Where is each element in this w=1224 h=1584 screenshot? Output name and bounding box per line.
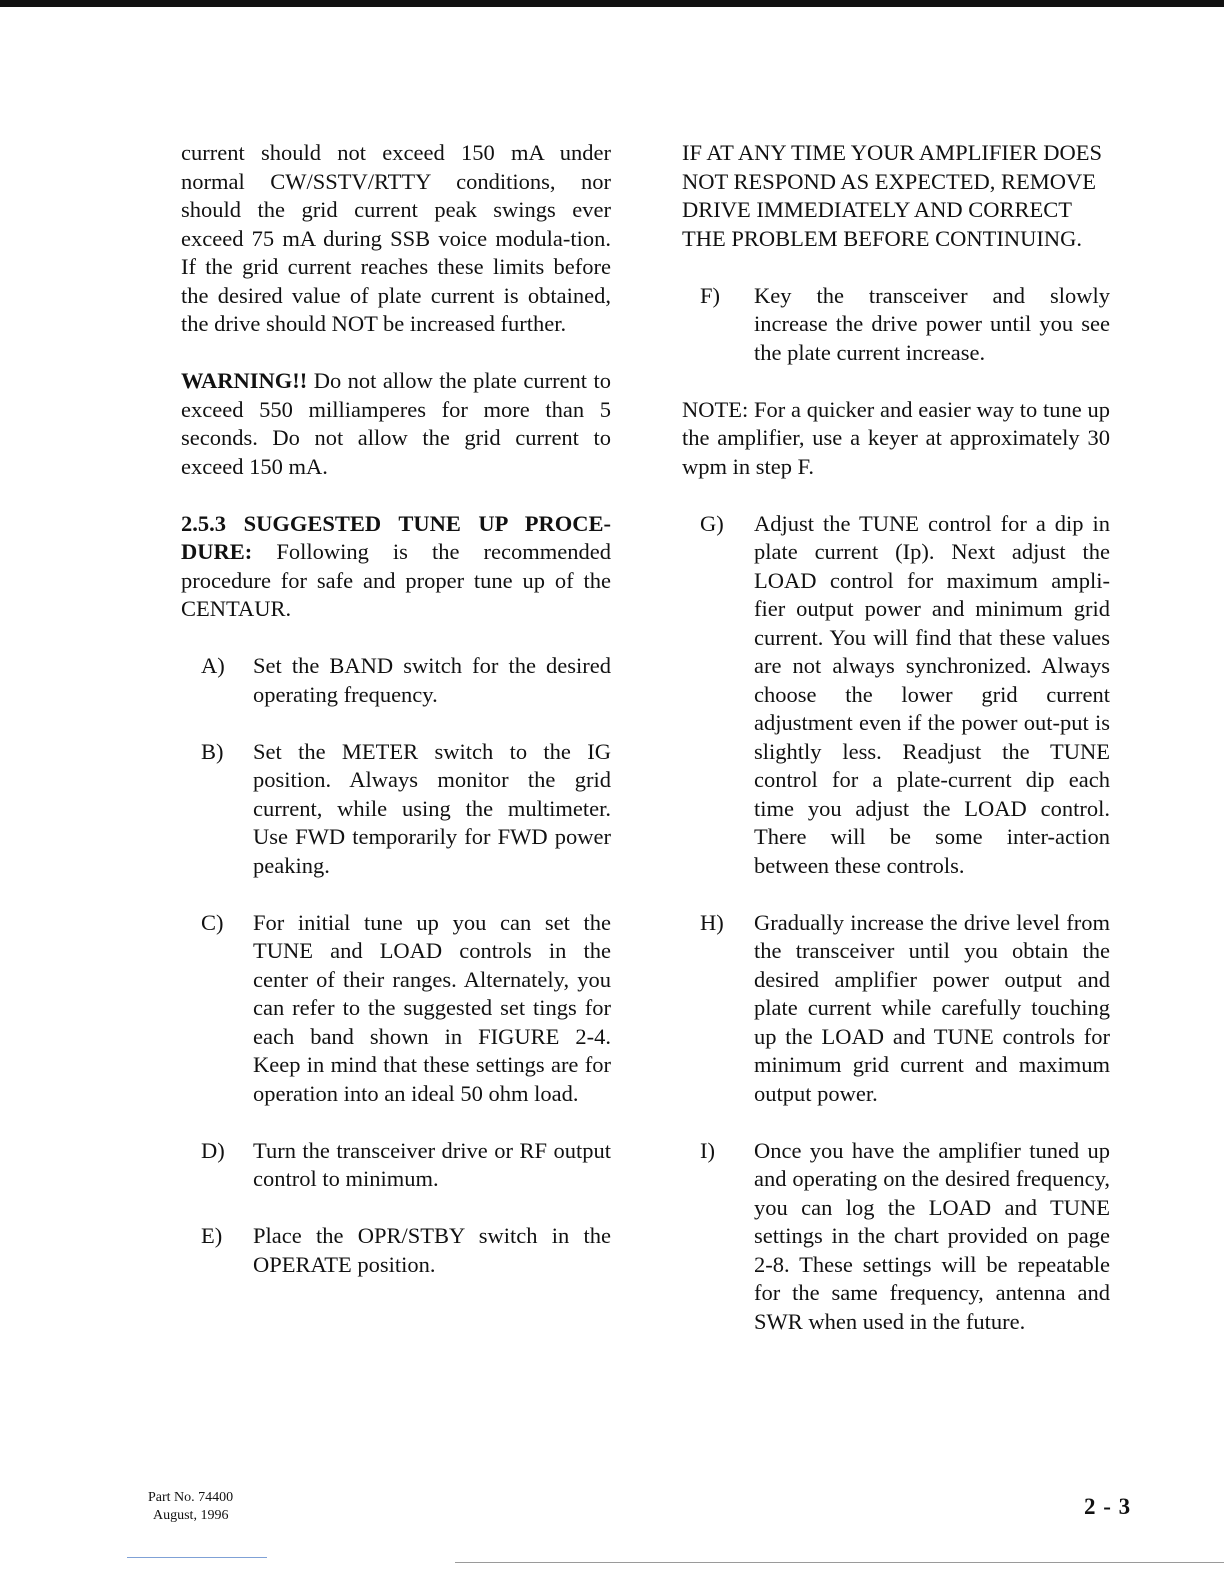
right-column bbox=[682, 139, 1110, 1365]
step-f bbox=[682, 282, 1110, 368]
step-label: D) bbox=[201, 1137, 225, 1163]
step-g bbox=[682, 510, 1110, 881]
step-label: C) bbox=[201, 909, 224, 935]
step-i bbox=[682, 1137, 1110, 1337]
step-e bbox=[181, 1222, 611, 1279]
warning-text: Do not allow the plate current to exceed 550 milliamperes for more than 5 seconds. Do not allow the grid current to exceed 150 mA. bbox=[181, 368, 611, 479]
warning-paragraph bbox=[181, 367, 611, 481]
section-paragraph bbox=[181, 510, 611, 624]
step-label: I) bbox=[700, 1137, 715, 1163]
page-number: 2 - 3 bbox=[1084, 1494, 1132, 1519]
step-text: For initial tune up you can set the TUNE and LOAD controls in the center of their ranges. Alternately, you can refer to the suggested set tings for each band shown in FIGURE 2-4. Keep in mind that these settings are for operation into an ideal 50 ohm load. bbox=[253, 909, 611, 1106]
step-text: Once you have the amplifier tuned up and operating on the desired frequency, you can log the LOAD and TUNE settings in the chart provided on page 2-8. These settings will be repeatable for the same frequency, antenna and SWR when used in the future. bbox=[754, 1137, 1110, 1334]
left-column bbox=[181, 139, 611, 1308]
step-a bbox=[181, 652, 611, 709]
step-text: Gradually increase the drive level from the transceiver until you obtain the desired amplifier power output and plate current while carefully touching up the LOAD and TUNE controls for minimum grid current and maximum output power. bbox=[754, 909, 1110, 1106]
intro-paragraph: current should not exceed 150 mA under normal CW/SSTV/RTTY conditions, nor should the grid current peak swings ever exceed 75 mA during SSB voice modula-tion. If the grid current reaches these limits before the desired value of plate current is obtained, the drive should NOT be increased further. bbox=[181, 140, 611, 336]
note-paragraph: NOTE: For a quicker and easier way to tune up the amplifier, use a keyer at approximately 30 wpm in step F. bbox=[682, 396, 1110, 479]
step-b bbox=[181, 738, 611, 881]
step-text: Set the BAND switch for the desired operating frequency. bbox=[253, 653, 611, 707]
step-label: G) bbox=[700, 510, 724, 536]
step-label: E) bbox=[201, 1223, 223, 1248]
step-text: Adjust the TUNE control for a dip in plate current (Ip). Next adjust the LOAD control for maximum ampli-fier output power and minimum grid current. You will find that these values are not always synchronized. Always choose the lower grid current adjustment even if the power out-put is slightly less. Readjust the TUNE control for a plate-current dip each time you adjust the LOAD control. There will be some inter-action between these controls. bbox=[754, 510, 1110, 878]
step-d bbox=[181, 1137, 611, 1194]
step-text: Set the METER switch to the IG position. Always monitor the grid current, while using the multimeter. Use FWD temporarily for FWD power peaking. bbox=[253, 738, 611, 878]
step-label: B) bbox=[201, 738, 224, 764]
step-h bbox=[682, 909, 1110, 1109]
section-heading: 2.5.3 SUGGESTED TUNE UP PROCE-DURE: bbox=[181, 510, 611, 564]
step-text: Turn the transceiver drive or RF output control to minimum. bbox=[253, 1137, 611, 1191]
footer-part-info bbox=[148, 1489, 233, 1525]
step-c bbox=[181, 909, 611, 1109]
scan-top-border bbox=[0, 0, 1224, 7]
caution-paragraph: IF AT ANY TIME YOUR AMPLIFIER DOES NOT RESPOND AS EXPECTED, REMOVE DRIVE IMMEDIATELY AND CORRECT THE PROBLEM BEFORE CONTINUING. bbox=[682, 140, 1103, 251]
step-label: H) bbox=[700, 909, 724, 935]
part-number: Part No. 74400 bbox=[148, 1490, 234, 1505]
step-label: A) bbox=[201, 653, 225, 678]
publication-date: August, 1996 bbox=[153, 1508, 229, 1523]
scan-artifact-line bbox=[127, 1557, 267, 1558]
step-text: Place the OPR/STBY switch in the OPERATE position. bbox=[253, 1223, 611, 1277]
scan-bottom-line bbox=[455, 1562, 1224, 1563]
step-label: F) bbox=[700, 282, 721, 308]
step-text: Key the transceiver and slowly increase the drive power until you see the plate current increase. bbox=[754, 282, 1110, 365]
section-text: Following is the recommended procedure for safe and proper tune up of the CENTAUR. bbox=[181, 539, 611, 621]
warning-label: WARNING!! bbox=[181, 368, 308, 393]
